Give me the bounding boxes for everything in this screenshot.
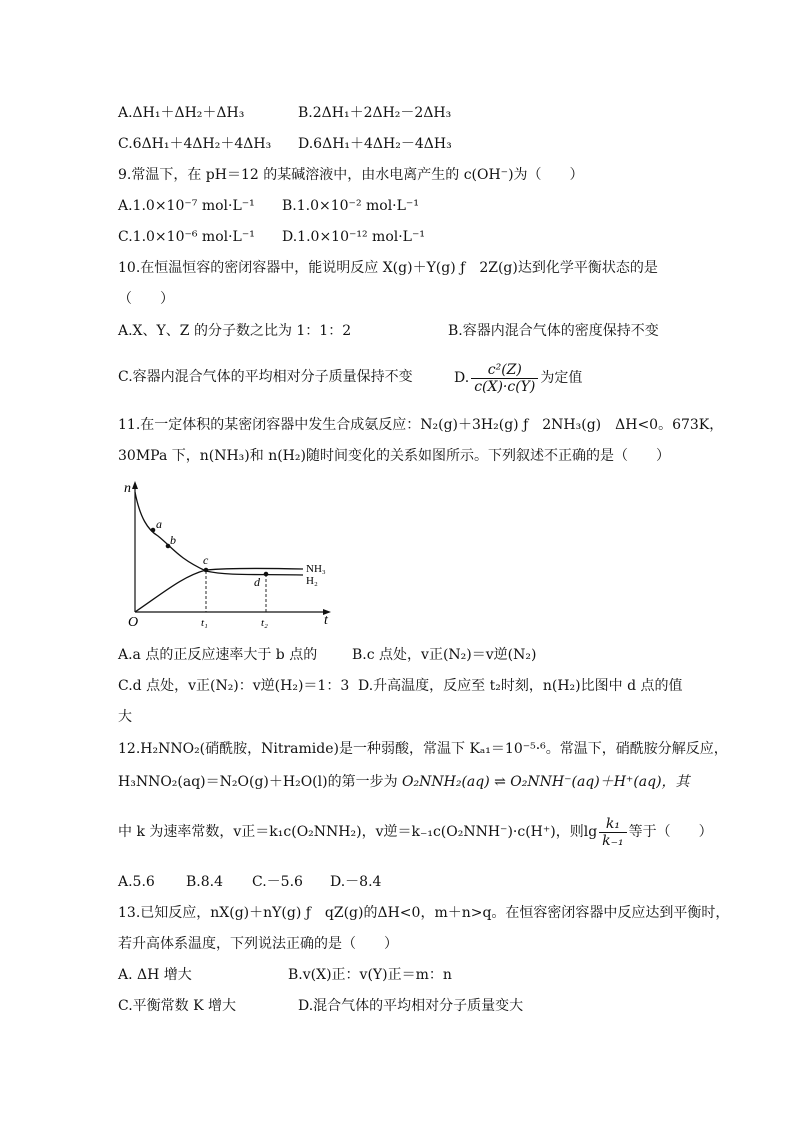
point-a-label: a (156, 517, 162, 531)
q12-rate-text: 中 k 为速率常数，v正＝k₁c(O₂NNH₂)，v逆＝k₋₁c(O₂NNH⁻)·c(H⁺)，则lg (118, 824, 598, 840)
q9-option-c: C.1.0×10⁻⁶ mol·L⁻¹ (118, 229, 255, 245)
q11-stem: 11.在一定体积的某密闭容器中发生合成氨反应：N₂(g)＋3H₂(g) ƒ 2NH₃(g) ΔH<0。673K， (118, 417, 724, 433)
q11-option-b: B.c 点处，v正(N₂)＝v逆(N₂) (352, 647, 537, 663)
origin-label: O (128, 615, 139, 628)
point-c-label: c (203, 553, 209, 567)
q13-option-a: A. ΔH 增大 (118, 967, 192, 983)
q12-fraction (599, 816, 627, 849)
q10-option-a: A.X、Y、Z 的分子数之比为 1：1：2 (118, 323, 352, 339)
q10-stem-paren: （ ） (118, 291, 174, 307)
point-b-label: b (170, 533, 176, 547)
q9-stem: 9.常温下，在 pH＝12 的某碱溶液中，由水电离产生的 c(OH⁻)为（ ） (118, 167, 584, 183)
q11-option-d-cont: 大 (118, 709, 132, 725)
q8-option-d: D.6ΔH₁＋4ΔH₂－4ΔH₃ (298, 136, 452, 152)
q11-stem-line2: 30MPa 下，n(NH₃)和 n(H₂)随时间变化的关系如图所示。下列叙述不正确的是（ ） (118, 448, 670, 464)
series-h2-line (135, 492, 303, 575)
point-d-label: d (254, 575, 260, 589)
q12-option-c: C.－5.6 (252, 874, 303, 890)
q10-option-d-suffix: 为定值 (540, 370, 583, 386)
q13-stem-line2: 若升高体系温度，下列说法正确的是（ ） (118, 936, 398, 952)
q12-fraction-denominator: k₋₁ (602, 832, 624, 849)
q12-suffix: 等于（ ） (628, 824, 713, 840)
q10-option-d-prefix: D. (454, 370, 470, 386)
y-axis-label: n (124, 481, 131, 496)
q10-fraction-numerator: c²(Z) (471, 362, 538, 379)
q10-option-d (454, 354, 582, 402)
q8-option-b: B.2ΔH₁＋2ΔH₂－2ΔH₃ (298, 105, 452, 121)
q12-option-b: B.8.4 (186, 874, 224, 890)
y-axis-arrow (132, 481, 138, 489)
q13-stem: 13.已知反应，nX(g)＋nY(g) ƒ qZ(g)的ΔH<0，m＋n>q。在恒容密闭容器中反应达到平衡时， (118, 905, 730, 921)
q10-option-b: B.容器内混合气体的密度保持不变 (448, 323, 659, 339)
q12-reaction: H₃NNO₂(aq)＝N₂O(g)＋H₂O(l)的第一步为 (118, 774, 398, 790)
tick-label-t1: t₁ (201, 617, 208, 628)
q12-equilibrium: O₂NNH₂(aq) ⇌ O₂NNH⁻(aq)＋H⁺(aq)，其 (402, 774, 690, 790)
q8-option-a: A.ΔH₁＋ΔH₂＋ΔH₃ (118, 105, 245, 121)
q12-stem: 12.H₂NNO₂(硝酰胺，Nitramide)是一种弱酸，常温下 Kₐ₁＝10⁻⁵·⁶。常温下，硝酰胺分解反应， (118, 741, 728, 757)
q12-option-d: D.－8.4 (330, 874, 382, 890)
series-h2-label: H₂ (306, 575, 318, 587)
q9-option-a: A.1.0×10⁻⁷ mol·L⁻¹ (118, 198, 255, 214)
q9-option-b: B.1.0×10⁻² mol·L⁻¹ (282, 198, 419, 214)
q11-option-c: C.d 点处，v正(N₂)：v逆(H₂)＝1：3 (118, 678, 350, 694)
q10-fraction-denominator: c(X)·c(Y) (474, 378, 536, 395)
q12-stem-line3 (118, 812, 713, 852)
point-a-marker (151, 528, 156, 533)
q11-chart (118, 478, 338, 628)
q8-option-c: C.6ΔH₁＋4ΔH₂＋4ΔH₃ (118, 136, 272, 152)
q9-option-d: D.1.0×10⁻¹² mol·L⁻¹ (282, 229, 425, 245)
q11-option-a: A.a 点的正反应速率大于 b 点的 (118, 647, 318, 663)
q13-option-b: B.v(X)正：v(Y)正＝m：n (288, 967, 452, 983)
q11-option-d: D.升高温度，反应至 t₂时刻，n(H₂)比图中 d 点的值 (358, 678, 683, 694)
q10-option-d-fraction (471, 362, 538, 395)
q13-option-c: C.平衡常数 K 增大 (118, 998, 237, 1014)
q10-stem: 10.在恒温恒容的密闭容器中，能说明反应 X(g)＋Y(g) ƒ 2Z(g)达到化学平衡状态的是 (118, 260, 658, 276)
point-d-marker (264, 572, 269, 577)
q10-option-c: C.容器内混合气体的平均相对分子质量保持不变 (118, 369, 413, 385)
x-axis-label: t (324, 613, 328, 628)
q13-option-d: D.混合气体的平均相对分子质量变大 (298, 998, 524, 1014)
q12-fraction-numerator: k₁ (599, 816, 627, 833)
point-c-marker (204, 568, 209, 573)
q12-option-a: A.5.6 (118, 874, 155, 890)
q12-stem-line2 (118, 773, 690, 791)
series-nh3-label: NH₃ (306, 563, 326, 575)
tick-label-t2: t₂ (261, 617, 268, 628)
